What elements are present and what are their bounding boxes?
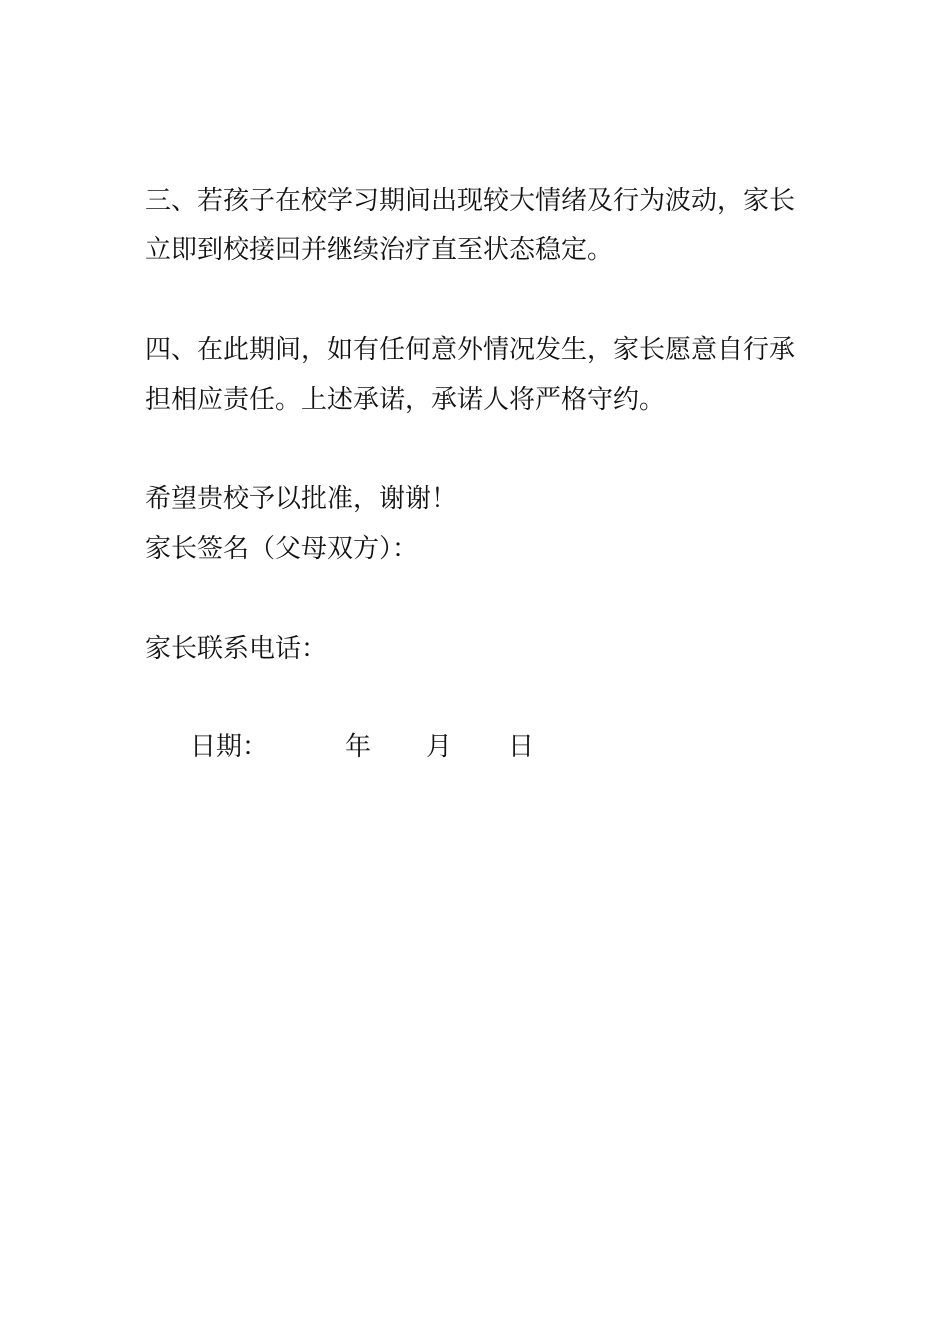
closing-text: 希望贵校予以批准，谢谢！ xyxy=(145,484,458,514)
date-month: 月 xyxy=(426,732,453,762)
paragraph-4-line-2: 担相应责任。上述承诺，承诺人将严格守约。 xyxy=(145,385,666,415)
date-label: 日期： xyxy=(190,732,269,762)
paragraph-3-line-2: 立即到校接回并继续治疗直至状态稳定。 xyxy=(145,235,614,265)
date-year: 年 xyxy=(345,732,372,762)
paragraph-3-line-1: 三、若孩子在校学习期间出现较大情绪及行为波动，家长 xyxy=(145,186,796,216)
phone-label: 家长联系电话： xyxy=(145,634,328,664)
signature-label: 家长签名（父母双方）： xyxy=(145,534,419,564)
paragraph-4-line-1: 四、在此期间，如有任何意外情况发生，家长愿意自行承 xyxy=(145,335,796,365)
date-day: 日 xyxy=(508,732,535,762)
